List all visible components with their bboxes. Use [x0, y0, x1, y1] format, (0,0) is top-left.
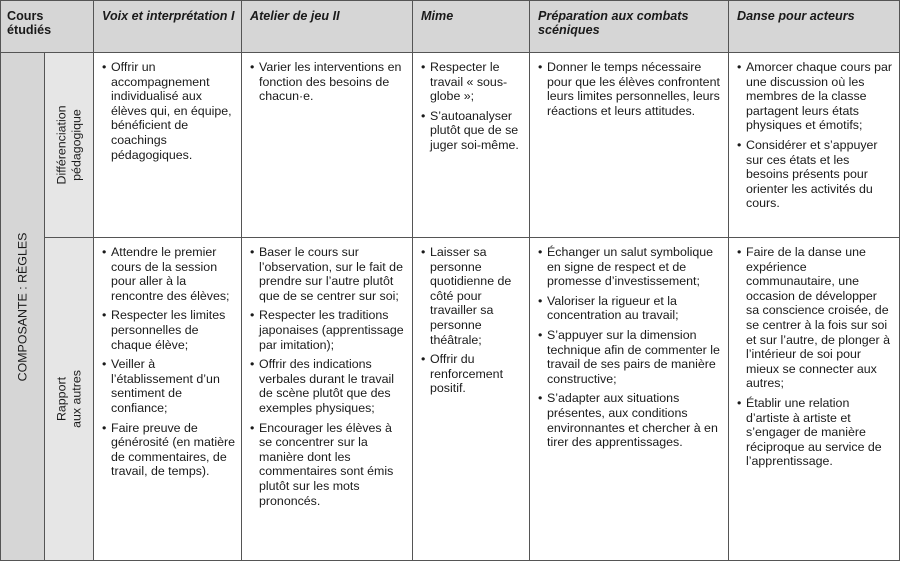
row-label-line1: Différenciation — [54, 105, 69, 185]
bullet-item: • Attendre le premier cours de la session pour aller à la rencontre des élèves; — [102, 245, 235, 303]
bullet-item: • Offrir des indications verbales durant le travail de scène plutôt que des exemples physiques; — [250, 357, 406, 415]
bullet-item: • Respecter le travail « sous-globe »; — [421, 60, 523, 104]
row-differenciation — [1, 53, 900, 238]
row-label-line2: pédagogique — [69, 109, 83, 181]
header-row — [1, 1, 900, 53]
bullet-item: • Varier les interventions en fonction des besoins de chacun·e. — [250, 60, 406, 104]
bullet-item: • Veiller à l’établissement d’un sentiment de confiance; — [102, 357, 235, 415]
bullet-list — [94, 53, 241, 171]
bullet-item: • Laisser sa personne quotidienne de côté pour travailler sa personne théâtrale; — [421, 245, 523, 347]
bullet-list — [530, 238, 728, 459]
bullet-item: • Valoriser la rigueur et la concentration au travail; — [538, 294, 722, 323]
bullet-item: • Faire preuve de générosité (en matière de commentaires, de travail, de temps). — [102, 421, 235, 479]
cell-diff-combats — [530, 53, 729, 238]
bullet-list — [413, 53, 529, 162]
cell-rapport-combats — [530, 238, 729, 561]
bullet-item: • Faire de la danse une expérience communautaire, une occasion de développer sa conscience croisée, de se centrer à la fois sur soi et sur l’autre, de plonger à l’intérieur de soi pour mieux se connecter aux autres; — [737, 245, 893, 391]
bullet-item: • Offrir du renforcement positif. — [421, 352, 523, 396]
bullet-list — [530, 53, 728, 127]
header-combats: Préparation aux combats scéniques — [530, 1, 729, 53]
row-label-line2: aux autres — [69, 370, 83, 428]
component-label: COMPOSANTE : RÈGLES — [15, 232, 30, 381]
cell-diff-voix — [94, 53, 242, 238]
bullet-item: • S’adapter aux situations présentes, aux conditions environnantes et chercher à en tirer des apprentissages. — [538, 391, 722, 449]
header-atelier: Atelier de jeu II — [242, 1, 413, 53]
cell-diff-danse — [729, 53, 900, 238]
bullet-list — [729, 53, 899, 220]
bullet-list — [729, 238, 899, 478]
bullet-item: • Respecter les traditions japonaises (apprentissage par imitation); — [250, 308, 406, 352]
cell-rapport-voix — [94, 238, 242, 561]
bullet-item: • Considérer et s’appuyer sur ces états et les besoins présents pour orienter les activités du cours. — [737, 138, 893, 211]
bullet-item: • Amorcer chaque cours par une discussion où les membres de la classe partagent leurs états physiques et émotifs; — [737, 60, 893, 133]
bullet-item: • S’autoanalyser plutôt que de se juger soi-même. — [421, 109, 523, 153]
header-voix: Voix et interprétation I — [94, 1, 242, 53]
cell-diff-atelier — [242, 53, 413, 238]
cell-diff-mime — [413, 53, 530, 238]
bullet-list — [413, 238, 529, 405]
bullet-item: • Établir une relation d’artiste à artiste et s’engager de manière réciproque au service de l’apprentissage. — [737, 396, 893, 469]
bullet-item: • Encourager les élèves à se concentrer sur la manière dont les commentaires sont émis plutôt sur les mots prononcés. — [250, 421, 406, 509]
row-label-rapport — [45, 238, 94, 561]
header-corner: Cours étudiés — [1, 1, 94, 53]
bullet-item: • Offrir un accompagnement individualisé aux élèves qui, en équipe, bénéficient de coachings pédagogiques. — [102, 60, 235, 162]
cell-rapport-atelier — [242, 238, 413, 561]
bullet-item: • Échanger un salut symbolique en signe de respect et de promesse d’investissement; — [538, 245, 722, 289]
cell-rapport-mime — [413, 238, 530, 561]
header-mime: Mime — [413, 1, 530, 53]
row-label-line1: Rapport — [54, 376, 69, 422]
row-label-differenciation — [45, 53, 94, 238]
bullet-item: • S’appuyer sur la dimension technique afin de commenter le travail de ses pairs de manière constructive; — [538, 328, 722, 386]
cell-rapport-danse — [729, 238, 900, 561]
component-cell — [1, 53, 45, 561]
row-rapport — [1, 238, 900, 561]
bullet-list — [242, 53, 412, 113]
bullet-list — [94, 238, 241, 488]
bullet-item: • Baser le cours sur l’observation, sur le fait de prendre sur l’autre plutôt que de se centrer sur soi; — [250, 245, 406, 303]
bullet-list — [242, 238, 412, 517]
bullet-item: • Donner le temps nécessaire pour que les élèves confrontent leurs limites personnelles, leurs réactions et leurs attitudes. — [538, 60, 722, 118]
bullet-item: • Respecter les limites personnelles de chaque élève; — [102, 308, 235, 352]
header-danse: Danse pour acteurs — [729, 1, 900, 53]
